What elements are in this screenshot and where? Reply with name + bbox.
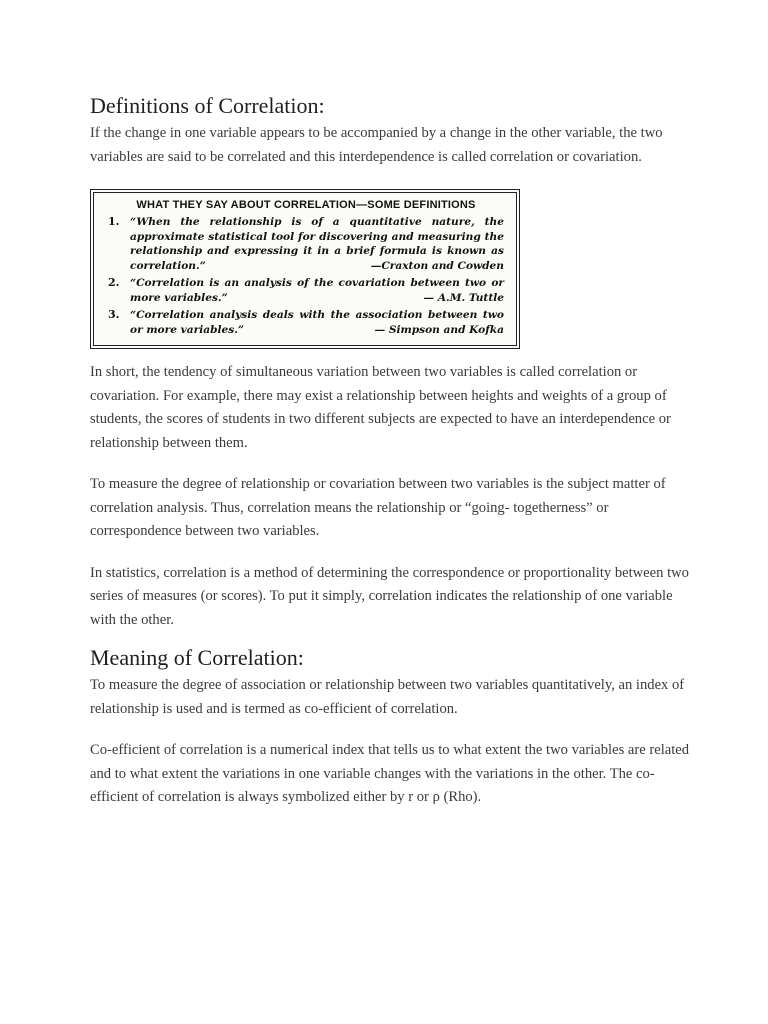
- definitions-box-title: WHAT THEY SAY ABOUT CORRELATION—SOME DEFINITIONS: [136, 199, 476, 211]
- definition-author: —Craxton and Cowden: [370, 259, 504, 272]
- definition-item: [108, 215, 504, 273]
- definition-item: [108, 276, 504, 305]
- paragraph: In statistics, correlation is a method of determining the correspondence or proportionality between two series of measures (or scores). To put it simply, correlation indicates the relationship of one variable with the other.: [90, 564, 689, 628]
- definition-number: 1.: [108, 215, 120, 228]
- definition-quote-text: “When the relationship is of a quantitative nature, the approximate statistical tool for discovering and measuring the relationship and expressing it in a brief formula is known as correlation.”: [130, 216, 504, 272]
- definitions-box-frame: [93, 192, 517, 346]
- paragraph: In short, the tendency of simultaneous variation between two variables is called correlation or covariation. For example, there may exist a relationship between heights and weights of a group of students, the scores of students in two different subjects are expected to have an interdependence or relationship between them.: [90, 364, 671, 451]
- definition-quote: [130, 215, 504, 273]
- definition-author: — A.M. Tuttle: [423, 291, 504, 304]
- definition-number: 3.: [108, 308, 120, 321]
- definition-quote: [130, 276, 504, 305]
- paragraph: Co-efficient of correlation is a numerical index that tells us to what extent the two variables are related and to what extent the variations in one variable changes with the variations in the other. The co-efficient of correlation is always symbolized either by r or ρ (Rho).: [90, 742, 690, 805]
- paragraph: To measure the degree of association or relationship between two variables quantitatively, an index of relationship is used and is termed as co-efficient of correlation.: [90, 677, 685, 717]
- definition-author: — Simpson and Kofka: [374, 323, 504, 336]
- definition-quote-text: “Correlation is an analysis of the covariation between two or more variables.”: [130, 277, 504, 304]
- definition-quote-text: “Correlation analysis deals with the association between two or more variables.”: [130, 309, 504, 336]
- document-page: [90, 92, 690, 810]
- section-heading-definitions: Definitions of Correlation:: [90, 93, 325, 118]
- section-heading-meaning: Meaning of Correlation:: [90, 645, 304, 670]
- definitions-box-image: [90, 189, 520, 349]
- paragraph: If the change in one variable appears to be accompanied by a change in the other variable, the two variables are said to be correlated and this interdependence is called correlation or covariation.: [90, 125, 663, 165]
- definition-item: [108, 308, 504, 337]
- definition-number: 2.: [108, 276, 120, 289]
- paragraph: To measure the degree of relationship or covariation between two variables is the subject matter of correlation analysis. Thus, correlation means the relationship or “going- togetherness” or correspondence between two variables.: [90, 476, 666, 539]
- definition-quote: [130, 308, 504, 337]
